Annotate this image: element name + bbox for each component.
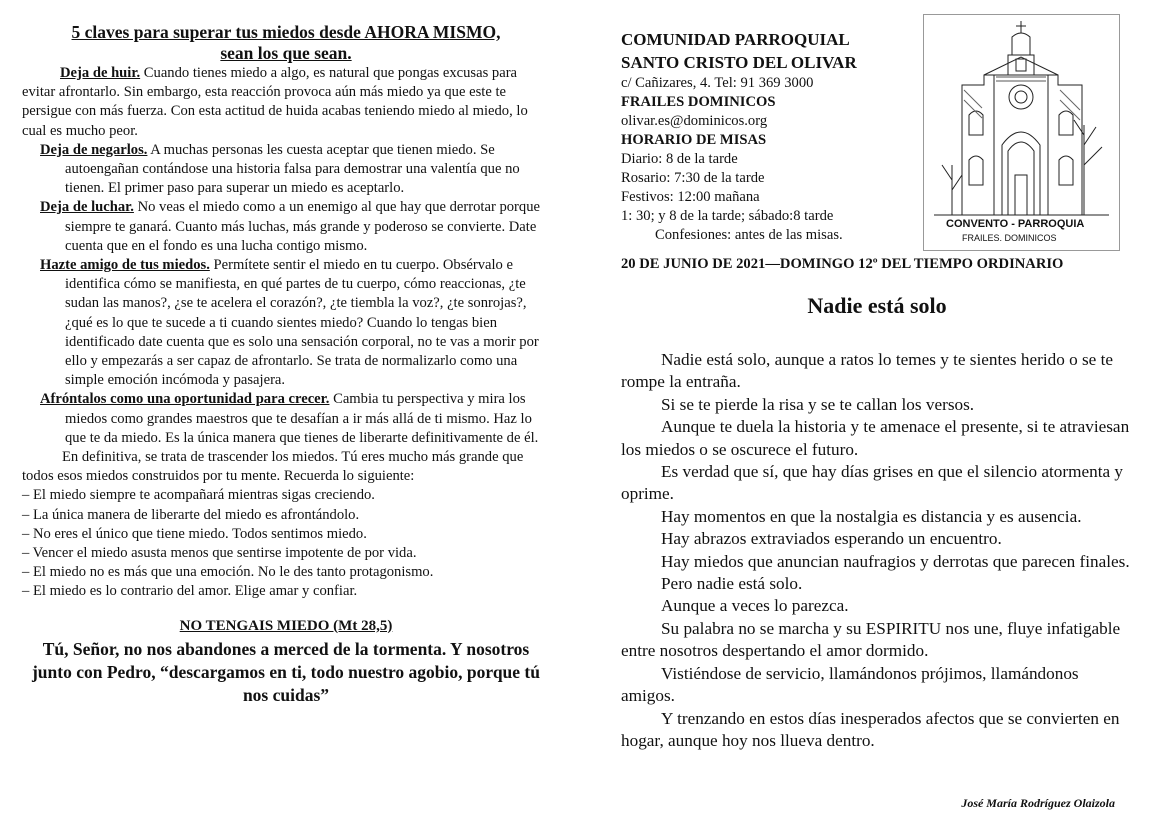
dash-item: – El miedo no es más que una emoción. No le des tanto protagonismo. bbox=[22, 564, 434, 581]
liturgical-date: 20 DE JUNIO DE 2021—DOMINGO 12º DEL TIEMPO ORDINARIO bbox=[621, 256, 1064, 272]
section-1: Deja de huir. Cuando tienes miedo a algo, es natural que pongas excusas para evitar afrontarlo. Sin embargo, esta reacción provoca aún más miedo ya que este te persigue con más fuerza. Con esta actitud de huida acabas teniendo miedo al miedo, lo cual es mucho peor. bbox=[22, 65, 528, 139]
poem-stanza: Hay momentos en que la nostalgia es distancia y es ausencia. bbox=[661, 506, 1082, 526]
section-5: Afróntalos como una oportunidad para crecer. Cambia tu perspectiva y mira los miedos como grandes maestros que te desafían a ir más allá de ti mismo. Haz lo que te da miedo. Es la única manera que tienes de liberarte definitivamente de él. bbox=[40, 391, 539, 446]
article-title: 5 claves para superar tus miedos desde AHORA MISMO, sean los que sean. bbox=[71, 22, 501, 63]
sketch-label-2: FRAILES. DOMINICOS bbox=[962, 233, 1057, 243]
poem-body bbox=[621, 349, 1136, 752]
left-column bbox=[22, 22, 550, 707]
no-tengais-prayer: Tú, Señor, no nos abandones a merced de la tormenta. Y nosotros junto con Pedro, “descargamos en ti, todo nuestro agobio, porque tú nos cuidas” bbox=[31, 638, 540, 705]
parish-name-line1: COMUNIDAD PARROQUIAL bbox=[621, 30, 850, 49]
poem-stanza: Y trenzando en estos días inesperados afectos que se convierten en hogar, aunque hoy nos llueva dentro. bbox=[621, 708, 1120, 750]
poem-stanza: Aunque te duela la historia y te amenace el presente, si te atraviesan los miedos o se oscurece el futuro. bbox=[621, 417, 1130, 459]
church-sketch bbox=[923, 14, 1120, 251]
horario-label: HORARIO DE MISAS bbox=[621, 132, 767, 148]
horario-festivos-2: 1: 30; y 8 de la tarde; sábado:8 tarde bbox=[621, 208, 834, 224]
section-2: Deja de negarlos. A muchas personas les cuesta aceptar que tienen miedo. Se autoengañan contándose una historia falsa para demostrar una valentía que no tienen. El primer paso para superar un miedo es aceptarlo. bbox=[40, 141, 520, 197]
horario-festivos: Festivos: 12:00 mañana bbox=[621, 189, 760, 205]
poem-stanza: Aunque a veces lo parezca. bbox=[661, 596, 849, 616]
section-4: Hazte amigo de tus miedos. Permítete sentir el miedo en tu cuerpo. Obsérvalo e identifica cómo se manifiesta, en qué partes de tu cuerpo, cómo reaccionas, ¿te sudan las manos?, ¿se te acelera el corazón?, ¿te tiembla la voz?, ¿te sonrojas?, ¿qué es lo que te sucede a ti cuando sientes miedo? Cuando lo tengas bien identificado date cuenta que es solo una sensación corporal, no te vas a morir por ello y empezarás a ser capaz de afrontarlo. Se trata de normalizarlo como una simple emoción incómoda y pasajera. bbox=[40, 257, 539, 389]
poem-stanza: Hay miedos que anuncian naufragios y derrotas que parecen finales. bbox=[661, 551, 1130, 571]
sketch-label-1: CONVENTO - PARROQUIA bbox=[946, 218, 1085, 230]
dash-item: – El miedo es lo contrario del amor. Elige amar y confiar. bbox=[22, 583, 358, 600]
poem-author: José María Rodríguez Olaizola bbox=[961, 796, 1115, 810]
horario-rosario: Rosario: 7:30 de la tarde bbox=[621, 170, 765, 186]
dash-item: – La única manera de liberarte del miedo es afrontándolo. bbox=[22, 506, 360, 523]
conclusion: En definitiva, se trata de trascender los miedos. Tú eres mucho más grande que todos esos miedos construidos por tu mente. Recuerda lo siguiente: bbox=[22, 449, 524, 485]
poem-stanza: Su palabra no se marcha y su ESPIRITU nos une, fluye infatigable entre nosotros despertando el amor dormido. bbox=[621, 618, 1121, 661]
parish-email: olivar.es@dominicos.org bbox=[621, 113, 768, 129]
church-sketch-image bbox=[924, 15, 1119, 250]
poem-stanza: Vistiéndose de servicio, llamándonos prójimos, llamándonos amigos. bbox=[621, 663, 1079, 706]
poem-stanza: Hay abrazos extraviados esperando un encuentro. bbox=[661, 529, 1002, 549]
dash-item: – No eres el único que tiene miedo. Todos sentimos miedo. bbox=[22, 525, 367, 542]
section-3: Deja de luchar. No veas el miedo como a un enemigo al que hay que derrotar porque siempre te ganará. Cuanto más luchas, más grande y poderoso se convierte. Date cuenta que en el fondo es una lucha contigo mismo. bbox=[40, 199, 540, 254]
no-tengais-title: NO TENGAIS MIEDO (Mt 28,5) bbox=[179, 617, 393, 634]
parish-address: c/ Cañizares, 4. Tel: 91 369 3000 bbox=[621, 75, 814, 91]
confesiones: Confesiones: antes de las misas. bbox=[655, 227, 843, 243]
poem-stanza: Pero nadie está solo. bbox=[661, 574, 803, 594]
dash-item: – El miedo siempre te acompañará mientras sigas creciendo. bbox=[22, 487, 375, 504]
poem-stanza: Es verdad que sí, que hay días grises en que el silencio atormenta y oprime. bbox=[621, 462, 1124, 504]
horario-diario: Diario: 8 de la tarde bbox=[621, 151, 738, 167]
dash-item: – Vencer el miedo asusta menos que sentirse impotente de por vida. bbox=[22, 545, 417, 562]
frailes-label: FRAILES DOMINICOS bbox=[621, 94, 776, 110]
parish-name-line2: SANTO CRISTO DEL OLIVAR bbox=[621, 53, 857, 72]
poem-title: Nadie está solo bbox=[807, 293, 947, 318]
poem-stanza: Nadie está solo, aunque a ratos lo temes y te sientes herido o se te rompe la entraña. bbox=[621, 350, 1113, 392]
poem-stanza: Si se te pierde la risa y se te callan los versos. bbox=[661, 394, 975, 414]
